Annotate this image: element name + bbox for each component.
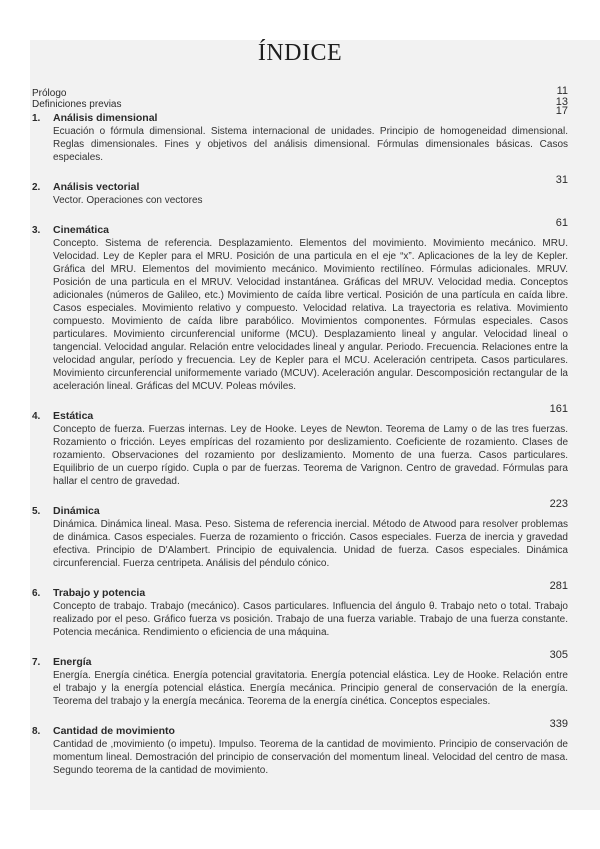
chapter-number: 2. xyxy=(32,182,41,193)
chapter-page-number: 17 xyxy=(555,105,568,117)
chapter-page-number: 161 xyxy=(549,403,568,415)
chapter-description: Concepto de fuerza. Fuerzas internas. Ley de Hooke. Leyes de Newton. Teorema de Lamy o de las tres fuerzas. Rozamiento o fricción. Leyes empíricas del rozamiento por deslizamiento. Coeficiente de rozamiento. Clases de rozamiento. Observaciones del rozamiento por deslizamiento. Momento de una fuerza. Casos particulares. Equilibrio de un cuerpo rígido. Cupla o par de fuerzas. Teorema de Varignon. Centro de gravedad. Fórmulas para hallar el centro de gravedad. xyxy=(53,424,568,487)
chapter-page-number: 281 xyxy=(549,580,568,592)
chapter-page-number: 61 xyxy=(555,217,568,229)
chapter-title: Análisis vectorial xyxy=(53,181,140,193)
toc-chapter-7[interactable] xyxy=(32,649,568,708)
toc-chapter-5[interactable] xyxy=(32,498,568,570)
entry-page-number: 13 xyxy=(555,96,568,108)
chapter-description: Concepto de trabajo. Trabajo (mecánico). Casos particulares. Influencia del ángulo θ. Trabajo neto o total. Trabajo realizado por el peso. Gráfico fuerza vs posición. Trabajo de una fuerza variable. Trabajo de una fuerza constante. Potencia mecánica. Rendimiento o eficiencia de una máquina. xyxy=(53,601,568,638)
page-title: ÍNDICE xyxy=(257,40,343,66)
entry-page-number: 11 xyxy=(556,85,568,97)
chapter-description: Dinámica. Dinámica lineal. Masa. Peso. Sistema de referencia inercial. Método de Atwood para resolver problemas de dinámica. Casos especiales. Fuerza de rozamiento o fricción. Casos especiales. Fuerza de inercia y gravedad efectiva. Principio de D'Alambert. Principio de equivalencia. Unidad de fuerza. Casos especiales. Dinámica circunferencial. Fuerza centripeta. Análisis del péndulo cónico. xyxy=(53,519,568,569)
chapter-title: Análisis dimensional xyxy=(53,112,158,124)
chapter-description: Vector. Operaciones con vectores xyxy=(53,195,203,206)
chapter-page-number: 305 xyxy=(549,649,568,661)
toc-chapter-4[interactable] xyxy=(32,403,568,488)
chapter-title: Cantidad de movimiento xyxy=(53,725,175,737)
toc-chapter-3[interactable] xyxy=(32,217,568,393)
chapter-title: Trabajo y potencia xyxy=(53,587,146,599)
chapter-number: 6. xyxy=(32,588,41,599)
toc-chapter-1[interactable] xyxy=(32,105,568,164)
chapter-title: Dinámica xyxy=(53,505,100,517)
chapter-page-number: 339 xyxy=(549,718,568,730)
chapter-number: 5. xyxy=(32,506,41,517)
chapter-description: Energía. Energía cinética. Energía potencial gravitatoria. Energía potencial elástica. Ley de Hooke. Relación entre el trabajo y la energía potencial elástica. Energía mecánica. Principio general de conservación de la energía. Teorema del trabajo y la energía mecánica. Teorema de la energía cinética. Conceptos especiales. xyxy=(53,670,568,707)
chapter-description: Cantidad de ,movimiento (o impetu). Impulso. Teorema de la cantidad de movimiento. Principio de conservación de momentum lineal. Demostración del principio de conservación del momentum lineal. Velocidad del centro de masa. Segundo teorema de la cantidad de movimiento. xyxy=(53,739,568,776)
chapter-title: Energía xyxy=(53,656,92,668)
chapter-title: Cinemática xyxy=(53,224,110,236)
toc-entry-prologo[interactable] xyxy=(32,85,568,99)
chapter-page-number: 223 xyxy=(549,498,568,510)
chapter-description: Concepto. Sistema de referencia. Desplazamiento. Elementos del movimiento. Movimiento mecánico. MRU. Velocidad. Ley de Kepler para el MRU. Posición de una particula en el eje “x”. Aplicaciones de la ley de Kepler. Gráfica del MRU. Elementos del movimiento mecánico. Movimiento rectilíneo. Fórmulas adicionales. MRUV. Posición de una particula en el MRUV. Velocidad instantánea. Gráficas del MRUV. Velocidad media. Conceptos adicionales (números de Galileo, etc.) Movimiento de caída libre vertical. Posición de una partícula en caída libre. Casos especiales. Movimiento relativo y compuesto. Velocidad relativa. La trayectoria es relativa. Movimiento compuesto. Movimiento de caída libre parabólico. Movimientos componentes. Fórmulas especiales. Casos particulares. Movimiento circunferencial uniforme (MCU). Desplazamiento lineal y angular. Velocidad lineal o tangencial. Velocidad angular. Relación entre velocidades lineal y angular. Periodo. Frecuencia. Relaciones entre la velocidad angular, período y frecuencia. Ley de Kepler para el MCU. Aceleración centripeta. Casos particulares. Movimiento circunferencial uniformemente variado (MCUV). Aceleración angular. Descomposición rectangular de la aceleración lineal. Gráficas del MCUV. Poleas móviles. xyxy=(53,238,568,392)
entry-label: Definiciones previas xyxy=(32,99,122,110)
chapter-title: Estática xyxy=(53,410,94,422)
entry-label: Prólogo xyxy=(32,88,67,99)
toc-chapter-8[interactable] xyxy=(32,718,568,777)
chapter-number: 8. xyxy=(32,726,41,737)
toc-chapter-6[interactable] xyxy=(32,580,568,639)
chapter-description: Ecuación o fórmula dimensional. Sistema internacional de unidades. Principio de homogeneidad dimensional. Reglas dimensionales. Fines y objetivos del análisis dimensional. Fórmulas dimensionales básicas. Casos especiales. xyxy=(53,126,568,163)
toc-entry-definiciones[interactable] xyxy=(32,96,568,110)
chapter-number: 4. xyxy=(32,411,41,422)
table-of-contents xyxy=(32,85,568,777)
toc-chapter-2[interactable] xyxy=(32,174,568,207)
chapter-number: 7. xyxy=(32,657,41,668)
chapter-number: 3. xyxy=(32,225,41,236)
chapter-page-number: 31 xyxy=(555,174,568,186)
chapter-number: 1. xyxy=(32,113,41,124)
